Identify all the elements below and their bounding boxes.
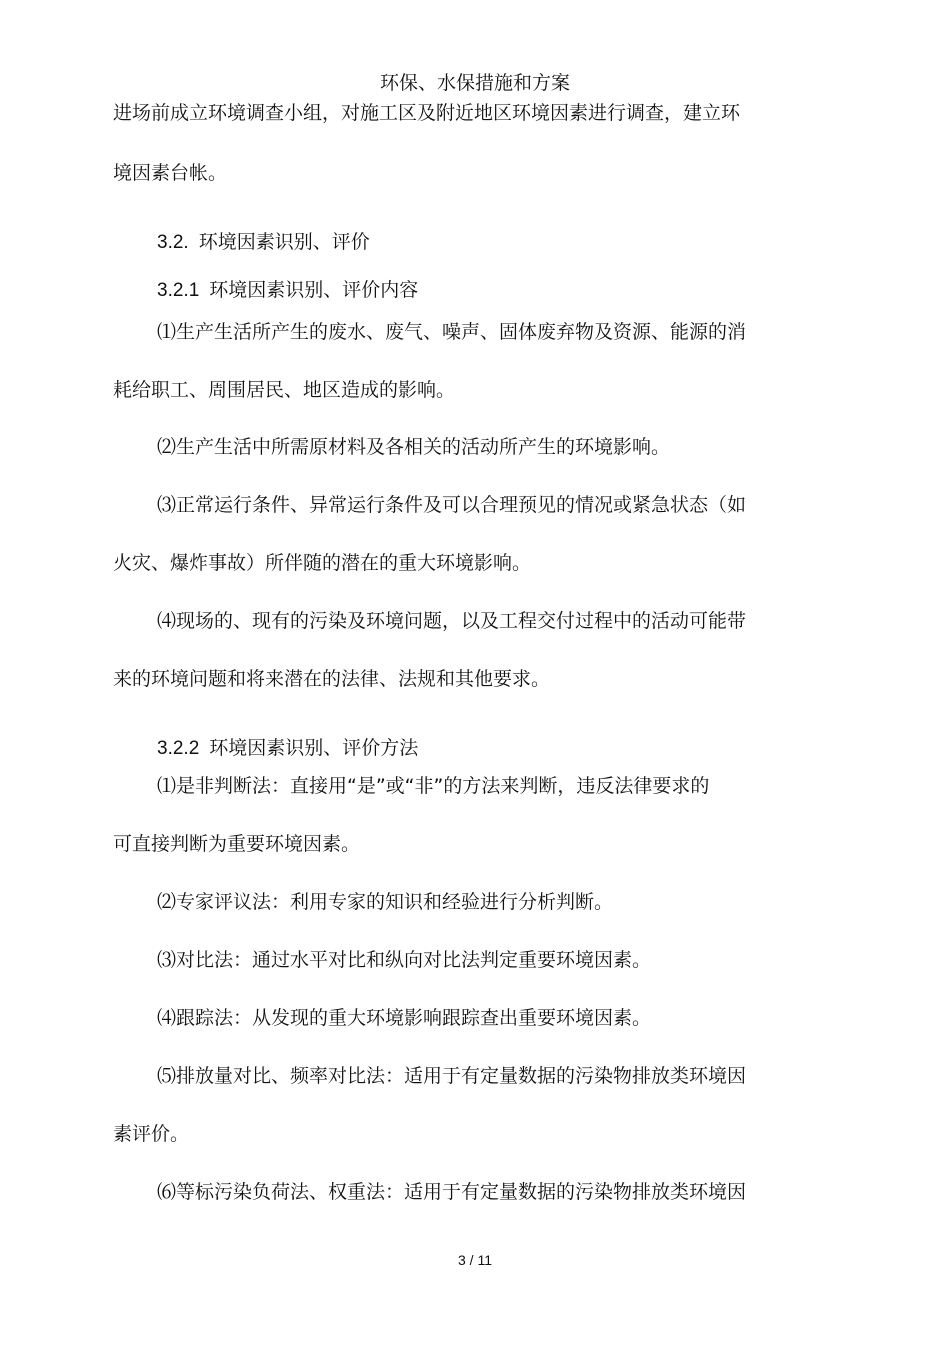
paragraph-line: ⑹等标污染负荷法、权重法：适用于有定量数据的污染物排放类环境因 [157,1181,747,1203]
subsection-heading [157,277,418,304]
paragraph-line: ⑴是非判断法：直接用“是”或“非”的方法来判断，违反法律要求的 [157,775,710,797]
paragraph-line: ⑷现场的、现有的污染及环境问题，以及工程交付过程中的活动可能带 [157,610,747,632]
paragraph-line: 素评价。 [113,1123,190,1145]
page-header-title: 环保、水保措施和方案 [379,72,570,94]
paragraph-line: 耗给职工、周围居民、地区造成的影响。 [113,379,456,401]
paragraph-line: 来的环境问题和将来潜在的法律、法规和其他要求。 [113,668,551,690]
paragraph-line: ⑴生产生活所产生的废水、废气、噪声、固体废弃物及资源、能源的消 [157,321,747,343]
paragraph-line: ⑶正常运行条件、异常运行条件及可以合理预见的情况或紧急状态（如 [157,494,747,516]
paragraph-line: ⑵生产生活中所需原材料及各相关的活动所产生的环境影响。 [157,436,671,458]
paragraph-line: ⑸排放量对比、频率对比法：适用于有定量数据的污染物排放类环境因 [157,1065,747,1087]
paragraph-line: 境因素台帐。 [113,162,228,184]
paragraph-line: ⑵专家评议法：利用专家的知识和经验进行分析判断。 [157,891,614,913]
page-indicator: 3 / 11 [458,1252,492,1268]
section-number: 3.2. [157,232,189,253]
section-title: 环境因素识别、评价 [198,231,370,253]
subsection-number: 3.2.1 [157,280,200,301]
paragraph-line: ⑶对比法：通过水平对比和纵向对比法判定重要环境因素。 [157,949,652,971]
subsection-title: 环境因素识别、评价方法 [209,737,419,759]
paragraph-line: 可直接判断为重要环境因素。 [113,833,361,855]
subsection-number: 3.2.2 [157,738,200,759]
paragraph-line: ⑷跟踪法：从发现的重大环境影响跟踪查出重要环境因素。 [157,1007,652,1029]
subsection-title: 环境因素识别、评价内容 [209,279,419,301]
section-heading [157,229,370,256]
paragraph-line: 火灾、爆炸事故）所伴随的潜在的重大环境影响。 [113,552,532,574]
paragraph-line: 进场前成立环境调查小组，对施工区及附近地区环境因素进行调查，建立环 [113,102,741,124]
subsection-heading [157,735,418,762]
